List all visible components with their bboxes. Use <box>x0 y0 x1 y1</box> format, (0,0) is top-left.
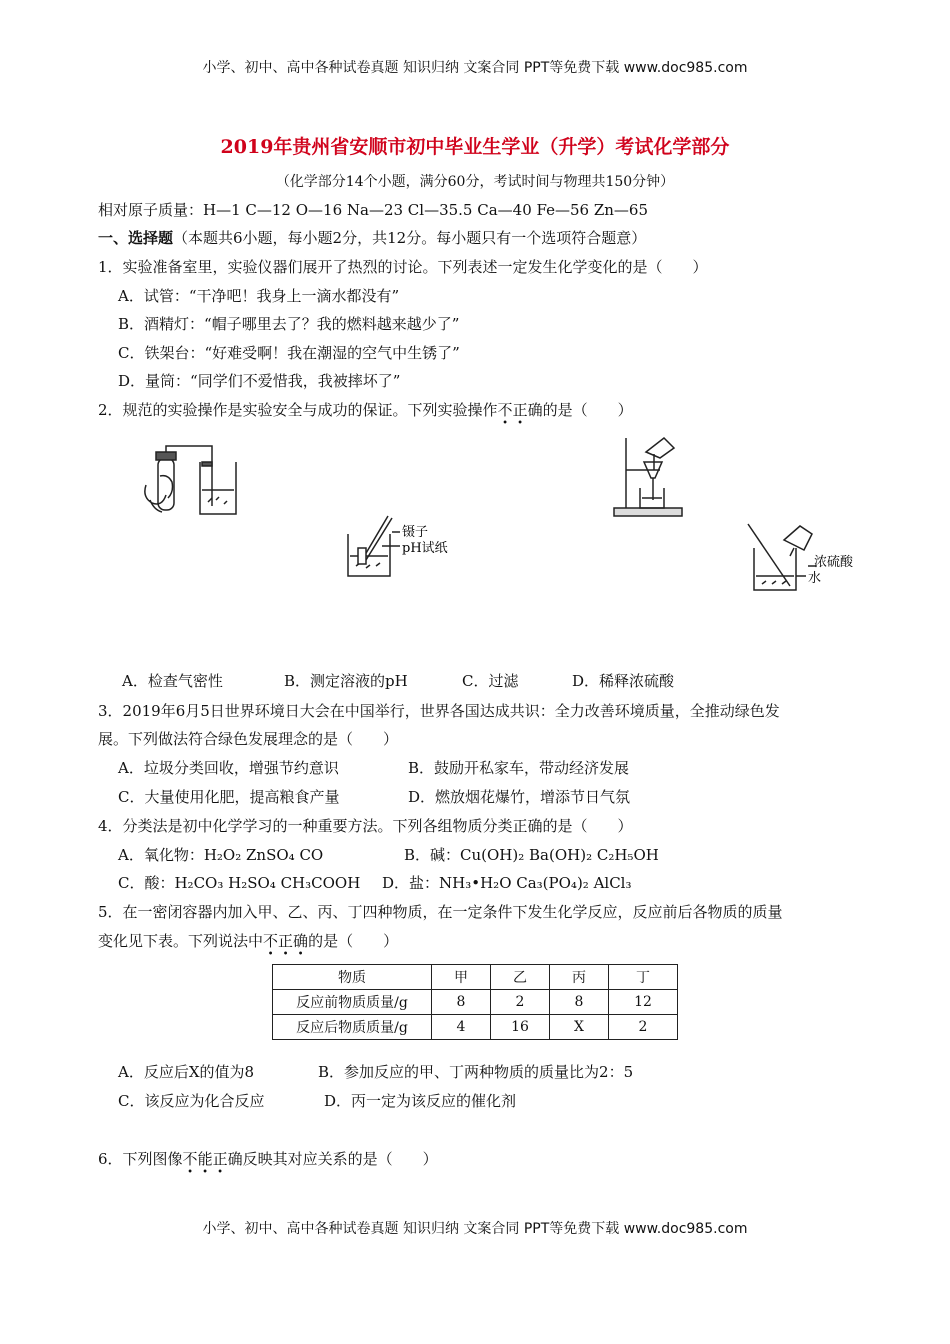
figure-dilute-acid <box>748 524 816 590</box>
q3-option-a: A．垃圾分类回收，增强节约意识 <box>118 759 339 777</box>
label-concentrated-acid: 浓硫酸 <box>814 555 854 570</box>
q3-option-b: B．鼓励开私家车，带动经济发展 <box>408 759 630 777</box>
table-cell: 2 <box>609 1015 678 1040</box>
table-cell: 12 <box>609 990 678 1015</box>
table-cell: 8 <box>432 990 491 1015</box>
q2-option-c: C．过滤 <box>462 672 519 690</box>
emphasis-char: 不 <box>182 1150 198 1168</box>
q4-stem: 4．分类法是初中化学学习的一种重要方法。下列各组物质分类正确的是（ ） <box>98 817 633 835</box>
page-title: 2019年贵州省安顺市初中毕业生学业（升学）考试化学部分 <box>220 136 730 158</box>
table-header-cell: 物质 <box>273 965 432 990</box>
emphasis-char: 正 <box>512 401 528 419</box>
q5-option-a: A．反应后X的值为8 <box>118 1063 255 1081</box>
table-cell: 反应前物质质量/g <box>273 990 432 1015</box>
q4-option-b: B．碱：Cu(OH)₂ Ba(OH)₂ C₂H₅OH <box>404 846 659 864</box>
q5-stem-post: 的是（ ） <box>308 932 399 950</box>
figure-ph-test <box>348 516 400 576</box>
page-subtitle: （化学部分14个小题，满分60分，考试时间与物理共150分钟） <box>275 174 675 190</box>
q5-mass-table <box>272 964 678 1040</box>
table-header-cell: 乙 <box>491 965 550 990</box>
q1-option-c: C．铁架台：“好难受啊！我在潮湿的空气中生锈了” <box>118 344 460 362</box>
table-row <box>273 990 678 1015</box>
q2-stem-pre: 2．规范的实验操作是实验安全与成功的保证。下列实验操作 <box>98 401 498 419</box>
q6-stem-post: 确反映其对应关系的是（ ） <box>227 1150 438 1168</box>
q5-stem-line1: 5．在一密闭容器内加入甲、乙、丙、丁四种物质，在一定条件下发生化学反应，反应前后各物质的质量 <box>98 903 783 921</box>
q5-stem-line2 <box>98 930 398 951</box>
q2-option-b: B．测定溶液的pH <box>284 672 408 690</box>
q5-option-c: C．该反应为化合反应 <box>118 1092 265 1110</box>
q1-option-b: B．酒精灯：“帽子哪里去了？我的燃料越来越少了” <box>118 315 460 333</box>
table-cell: 16 <box>491 1015 550 1040</box>
table-header-cell: 甲 <box>432 965 491 990</box>
table-header-row <box>273 965 678 990</box>
table-cell: 8 <box>550 990 609 1015</box>
q4-option-d: D．盐：NH₃•H₂O Ca₃(PO₄)₂ AlCl₃ <box>382 874 632 892</box>
atomic-mass-line: 相对原子质量：H—1 C—12 O—16 Na—23 Cl—35.5 Ca—40 Fe—56 Zn—65 <box>98 201 649 219</box>
emphasis-char: 不 <box>263 932 279 950</box>
section-title: 一、选择题 <box>98 229 174 247</box>
emphasis-char: 能 <box>197 1150 213 1168</box>
q2-option-d: D．稀释浓硫酸 <box>572 672 675 690</box>
figure-filtration <box>614 438 682 516</box>
q1-option-a: A．试管：“干净吧！我身上一滴水都没有” <box>118 287 400 305</box>
figure-airtightness <box>145 446 236 514</box>
label-water: 水 <box>808 571 822 586</box>
q3-option-c: C．大量使用化肥，提高粮食产量 <box>118 788 340 806</box>
q6-stem-pre: 6．下列图像 <box>98 1150 183 1168</box>
q6-stem <box>98 1148 438 1169</box>
table-cell: 4 <box>432 1015 491 1040</box>
section-note: （本题共6小题，每小题2分，共12分。每小题只有一个选项符合题意） <box>173 229 647 247</box>
table-cell: X <box>550 1015 609 1040</box>
table-header-cell: 丁 <box>609 965 678 990</box>
table-header-cell: 丙 <box>550 965 609 990</box>
label-ph-paper: pH试纸 <box>402 541 448 556</box>
q3-stem-line2: 展。下列做法符合绿色发展理念的是（ ） <box>98 730 399 748</box>
page-header: 小学、初中、高中各种试卷真题 知识归纳 文案合同 PPT等免费下载 www.doc985.com <box>202 60 748 76</box>
q3-option-d: D．燃放烟花爆竹，增添节日气氛 <box>408 788 631 806</box>
q1-stem: 1．实验准备室里，实验仪器们展开了热烈的讨论。下列表述一定发生化学变化的是（ ） <box>98 258 708 276</box>
emphasis-char: 正 <box>278 932 294 950</box>
q2-stem-post: 确的是（ ） <box>527 401 633 419</box>
q5-option-b: B．参加反应的甲、丁两种物质的质量比为2：5 <box>318 1063 634 1081</box>
table-row <box>273 1015 678 1040</box>
emphasis-char: 正 <box>212 1150 228 1168</box>
label-tweezers: 镊子 <box>402 525 429 540</box>
table-cell: 2 <box>491 990 550 1015</box>
emphasis-char: 不 <box>497 401 513 419</box>
q5-stem-pre: 变化见下表。下列说法中 <box>98 932 264 950</box>
q1-option-d: D．量筒：“同学们不爱惜我，我被摔坏了” <box>118 372 401 390</box>
q4-option-c: C．酸：H₂CO₃ H₂SO₄ CH₃COOH <box>118 874 361 892</box>
q5-option-d: D．丙一定为该反应的催化剂 <box>324 1092 517 1110</box>
emphasis-char: 确 <box>293 932 309 950</box>
table-cell: 反应后物质质量/g <box>273 1015 432 1040</box>
q2-option-a: A．检查气密性 <box>122 672 223 690</box>
q4-option-a: A．氧化物：H₂O₂ ZnSO₄ CO <box>118 846 324 864</box>
page-footer: 小学、初中、高中各种试卷真题 知识归纳 文案合同 PPT等免费下载 www.doc985.com <box>202 1221 748 1237</box>
q3-stem-line1: 3．2019年6月5日世界环境日大会在中国举行，世界各国达成共识：全力改善环境质量，全推动绿色发 <box>98 702 780 720</box>
